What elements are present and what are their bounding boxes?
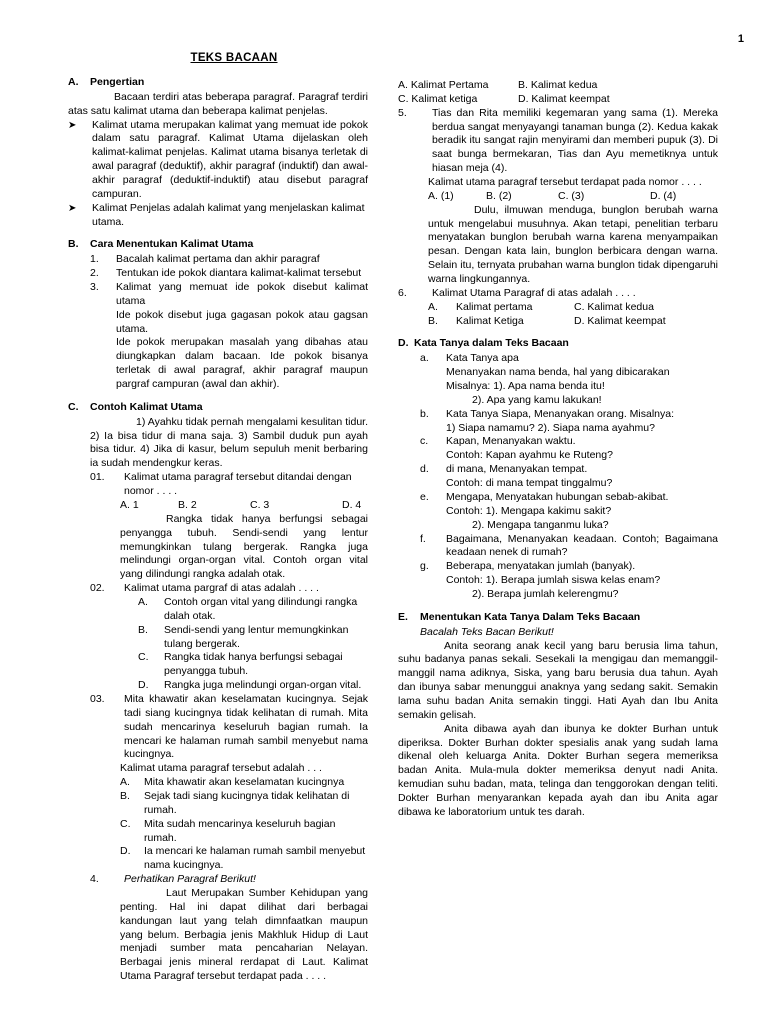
section-d-heading (398, 337, 718, 351)
item-sub: 2). Apa yang kamu lakukan! (472, 393, 602, 406)
section-d-item-d (420, 463, 718, 477)
option-text: Rangka juga melindungi organ-organ vital. (164, 679, 362, 692)
question-02-option[interactable] (138, 596, 368, 624)
section-d-item-g-sub (420, 588, 718, 602)
section-b-label: B. (68, 238, 79, 251)
section-c-passage-2: Rangka tidak hanya berfungsi sebagai penyangga tubuh. Sendi-sendi yang lentur memungkinkan tulang bergerak. Rangka juga melindungi organ-organ vital. Contoh organ vital yang dilindungi rangka adalah otak. (120, 512, 368, 581)
question-05-stem: Kalimat utama paragraf tersebut terdapat pada nomor . . . . (428, 176, 702, 189)
item-sub: 2). Mengapa tanganmu luka? (472, 518, 609, 531)
section-d-title: Kata Tanya dalam Teks Bacaan (414, 337, 569, 350)
option-a[interactable]: A. Kalimat Pertama (398, 79, 489, 91)
question-05-marker: 5. (398, 106, 407, 119)
question-06 (398, 287, 718, 301)
spacer (420, 519, 446, 533)
option-text: Ia mencari ke halaman rumah sambil menyebut nama kucingnya. (144, 845, 366, 872)
section-c-passage-1: 1) Ayahku tidak pernah mengalami kesulitan tidur. 2) Ia bisa tidur di mana saja. 3) Sambil duduk pun ayah bisa tidur. 4) Jika di kasur, belum sepuluh menit berbaring ia sudah mendengkur keras. (90, 415, 368, 470)
section-a-label: A. (68, 76, 79, 88)
right-column (372, 67, 724, 820)
option-marker: A. (138, 595, 148, 608)
item-marker: a. (420, 352, 429, 365)
section-e-paragraph-2: Anita dibawa ayah dan ibunya ke dokter Burhan untuk diperiksa. Dokter Burhan dokter spesialis anak yang sudah lama dikenal oleh keluarga Anita. Dokter Burhan segera memeriksa badan Anita. Mula-mula dokter memeriksa denyut nadi Anita. kemudian suhu badan, mata, telinga dan tenggorokan dengan teliti. Dokter Burhan menyarankan kepada ayah dan ibu Anita agar dibawa ke laboratorium untuk tes darah. (398, 722, 718, 818)
question-03-stem: Kalimat utama paragraf tersebut adalah . . . (120, 762, 322, 775)
section-d-item-a (420, 352, 718, 366)
section-e-instruction: Bacalah Teks Bacan Berikut! (420, 625, 554, 638)
section-e-title: Menentukan Kata Tanya Dalam Teks Bacaan (420, 610, 641, 623)
question-04-options-row-2 (398, 93, 718, 107)
option-marker: A. (428, 300, 438, 313)
spacer (420, 588, 446, 602)
section-c-heading (68, 401, 368, 415)
section-a-bullet-1 (68, 119, 368, 202)
item-marker: d. (420, 463, 429, 476)
question-01-stem: Kalimat utama paragraf tersebut ditandai dengan nomor . . . . (124, 471, 352, 498)
item-text: Tentukan ide pokok diantara kalimat-kalimat tersebut (116, 267, 362, 280)
item-line: Contoh: Kapan ayahmu ke Ruteng? (446, 449, 613, 462)
item-marker: 3. (90, 281, 99, 294)
section-a-heading (68, 76, 368, 90)
spacer (90, 309, 116, 337)
arrow-bullet-icon: ➤ (68, 202, 77, 214)
option-a[interactable]: Kalimat pertama (456, 300, 533, 313)
section-b-item (90, 253, 368, 267)
section-d-item-a-sub (420, 394, 718, 408)
item-title: Bagaimana, Menanyakan keadaan. Contoh; Bagaimana keadaan nenek di rumah? (446, 532, 718, 559)
question-02-option[interactable] (138, 624, 368, 652)
question-06-options-row-2 (428, 315, 718, 329)
section-a-intro: Bacaan terdiri atas beberapa paragraf. Paragraf terdiri atas satu kalimat utama dan beberapa kalimat penjelas. (68, 90, 368, 117)
item-title: Beberapa, menyatakan jumlah (banyak). (446, 560, 636, 573)
question-03-option[interactable] (120, 776, 368, 790)
option-b[interactable]: B. 2 (178, 498, 197, 511)
section-b-heading (68, 238, 368, 252)
option-d[interactable]: D. Kalimat keempat (518, 92, 610, 105)
item-line: Contoh: 1). Mengapa kakimu sakit? (446, 504, 612, 517)
item-title: Mengapa, Menyatakan hubungan sebab-akibat. (446, 490, 669, 503)
question-04-marker: 4. (90, 873, 99, 886)
item-marker: 1. (90, 253, 99, 266)
item-line: Contoh: di mana tempat tinggalmu? (446, 477, 613, 490)
document-title: TEKS BACAAN (190, 52, 278, 64)
section-d-item-e-line (420, 505, 718, 519)
section-b-note-2: Ide pokok merupakan masalah yang dibahas atau diungkapkan dalam bacaan. Ide pokok bisanya terletak di awal paragraf, akhir paragraf maupun pargraf campuran (awal dan akhir). (116, 336, 368, 391)
section-d-item-e (420, 491, 718, 505)
item-marker: e. (420, 490, 429, 503)
option-c[interactable]: C. 3 (250, 498, 270, 511)
question-02-marker: 02. (90, 582, 105, 595)
question-04-options-row-1 (398, 79, 718, 93)
item-marker: f. (420, 532, 426, 545)
item-title: Kata Tanya apa (446, 352, 519, 365)
spacer (420, 574, 446, 588)
option-marker: B. (120, 789, 130, 802)
section-b-note-1: Ide pokok disebut juga gagasan pokok atau gagsan utama. (116, 308, 368, 335)
question-04 (90, 873, 368, 887)
option-marker: D. (138, 679, 149, 692)
option-text: Sendi-sendi yang lentur memungkinkan tulang bergerak. (164, 623, 349, 650)
item-line: Misalnya: 1). Apa nama benda itu! (446, 380, 605, 393)
option-b[interactable]: B. (2) (486, 189, 512, 202)
option-marker: A. (120, 776, 130, 789)
spacer (420, 380, 446, 394)
spacer (420, 394, 446, 408)
section-d-item-c-line (420, 449, 718, 463)
option-marker: D. (120, 845, 131, 858)
section-c-title: Contoh Kalimat Utama (90, 400, 203, 413)
option-text: Sejak tadi siang kucingnya tidak kelihatan di rumah. (144, 789, 350, 816)
option-text: Mita sudah mencarinya keseluruh bagian rumah. (144, 817, 336, 844)
question-06-stem: Kalimat Utama Paragraf di atas adalah . . . . (432, 286, 636, 299)
question-01 (90, 471, 368, 499)
section-b-title: Cara Menentukan Kalimat Utama (90, 238, 254, 251)
question-03-option[interactable] (120, 790, 368, 818)
section-d-label: D. (398, 337, 409, 350)
spacer (420, 477, 446, 491)
question-02-option[interactable] (138, 651, 368, 679)
section-e-paragraph-1: Anita seorang anak kecil yang baru berusia lima tahun, suhu badanya panas sekali. Sesekali Ia mengigau dan memanggil-manggil nama adiknya, Siska, yang baru berusia dua tahun. Ayah dan ibunya sabar menunggui anaknya yang sedang sakit. Semakin lama suhu badan Anita semakin tinggi. Hati Ayah dan Ibu Anita semakin gelisah. (398, 639, 718, 721)
section-b-item (90, 267, 368, 281)
section-d-item-a-line (420, 380, 718, 394)
question-03-option[interactable] (120, 845, 368, 873)
item-title: Kata Tanya Siapa, Menanyakan orang. Misalnya: (446, 407, 675, 420)
question-05-options (428, 190, 718, 204)
option-b[interactable]: Kalimat Ketiga (456, 314, 524, 327)
question-06-passage: Dulu, ilmuwan menduga, bunglon berubah warna untuk mengelabui musuhnya. Akan tetapi, penelitian terbaru menyatakan bunglon berubah warna karena menyampaikan pesan. Dengan kata lain, bunglon berbicara dengan warna. Selain itu, ternyata prubahan warna bunglon tidak dipengaruhi warna lingkungannya. (428, 203, 718, 286)
option-d[interactable]: D. Kalimat keempat (574, 314, 666, 327)
question-03 (90, 693, 368, 762)
section-d-item-a-line (420, 366, 718, 380)
option-marker: C. (120, 817, 131, 830)
question-05 (398, 107, 718, 176)
option-d[interactable]: D. 4 (342, 498, 362, 511)
item-title: di mana, Menanyakan tempat. (446, 463, 588, 476)
page-number: 1 (737, 33, 744, 45)
section-b-note (90, 336, 368, 391)
section-d-item-g (420, 560, 718, 574)
option-text: Contoh organ vital yang dilindungi rangka dalah otak. (164, 595, 358, 622)
section-d-item-b-line (420, 422, 718, 436)
question-03-option[interactable] (120, 818, 368, 846)
section-a-bullet-2-text: Kalimat Penjelas adalah kalimat yang menjelaskan kalimat utama. (92, 201, 365, 228)
option-d[interactable]: D. (4) (650, 189, 677, 202)
spacer (420, 449, 446, 463)
spacer (420, 366, 446, 380)
section-e-label: E. (398, 610, 408, 623)
question-04-passage: Laut Merupakan Sumber Kehidupan yang penting. Hal ini dapat dilihat dari berbagai kandungan laut yang telah dimnfaatkan maupun yang belum. Berbagia jenis Makhluk Hidup di Laut menjadi sumber mata pencaharian Nelayan. Berbagai jenis mineral rerdapat di Laut. Kalimat Utama Paragraf tersebut terdapat pada . . . . (120, 886, 368, 983)
section-a-title: Pengertian (90, 76, 145, 88)
question-04-instruction: Perhatikan Paragraf Berikut! (124, 873, 256, 886)
item-marker: 2. (90, 267, 99, 280)
option-c[interactable]: C. (3) (558, 189, 585, 202)
item-marker: b. (420, 407, 429, 420)
option-a[interactable]: A. (1) (428, 189, 454, 202)
spacer (420, 422, 446, 436)
two-column-body (20, 67, 748, 984)
item-text: Bacalah kalimat pertama dan akhir paragraf (116, 253, 320, 266)
item-sub: 2). Berapa jumlah kelerengmu? (472, 587, 619, 600)
option-c[interactable]: C. Kalimat kedua (574, 300, 654, 313)
item-text: Kalimat yang memuat ide pokok disebut kalimat utama (116, 281, 368, 307)
section-d-item-b (420, 408, 718, 422)
option-text: Mita khawatir akan keselamatan kucingnya (144, 776, 345, 789)
question-05-passage: Tias dan Rita memiliki kegemaran yang sama (1). Mereka berdua sangat menyayangi tanaman bunga (2). Kedua kakak beradik itu sangat rajin menyirami dan memberi pupuk (3). Di saat bunga bermekaran, Tias dan Ayu memetiknya untuk hiasan meja (4). (432, 106, 718, 175)
option-text: Rangka tidak hanya berfungsi sebagai penyangga tubuh. (164, 651, 343, 678)
item-line: Menanyakan nama benda, hal yang dibicarakan (446, 366, 670, 379)
option-marker: C. (138, 651, 149, 664)
left-column (20, 67, 372, 984)
section-a-bullet-2 (68, 202, 368, 230)
item-title: Kapan, Menanyakan waktu. (446, 435, 576, 448)
item-marker: g. (420, 560, 429, 573)
option-marker: B. (428, 314, 438, 327)
spacer (90, 336, 116, 391)
item-line: 1) Siapa namamu? 2). Siapa nama ayahmu? (446, 421, 655, 434)
option-marker: B. (138, 623, 148, 636)
section-d-item-c (420, 435, 718, 449)
question-06-options-row-1 (428, 301, 718, 315)
section-d-item-g-line (420, 574, 718, 588)
item-marker: c. (420, 435, 429, 448)
section-d-item-d-line (420, 477, 718, 491)
section-a-bullet-1-text: Kalimat utama merupakan kalimat yang memuat ide pokok dalam satu paragraf. Kalimat Utama dijelaskan oleh kalimat-kalimat penjelas. Kalimat utama bisanya terletak di awal paragraf (deduktif), akhir paragraf (induktif) dan awal-akhir paragraf (deduktif-induktif) atau disebut paragraf campuran. (92, 118, 368, 200)
section-d-item-e-sub (420, 519, 718, 533)
question-02 (90, 582, 368, 596)
section-b-note (90, 309, 368, 337)
question-03-marker: 03. (90, 692, 105, 705)
option-c[interactable]: C. Kalimat ketiga (398, 92, 478, 105)
question-01-marker: 01. (90, 471, 105, 484)
option-b[interactable]: B. Kalimat kedua (518, 79, 598, 91)
arrow-bullet-icon: ➤ (68, 119, 77, 131)
option-a[interactable]: A. 1 (120, 498, 139, 511)
question-06-marker: 6. (398, 286, 407, 299)
section-e-heading (398, 611, 718, 625)
section-b-item (90, 281, 368, 309)
spacer (420, 505, 446, 519)
question-02-option[interactable] (138, 679, 368, 693)
question-03-passage: Mita khawatir akan keselamatan kucingnya. Sejak tadi siang kucingnya tidak kelihatan di rumah. Mita sudah mencarinya keseluruh bagian rumah. Ia mencari ke halaman rumah sambil menyebut nama kucingnya. (124, 692, 368, 761)
question-01-options (120, 499, 368, 513)
section-c-label: C. (68, 400, 79, 413)
item-line: Contoh: 1). Berapa jumlah siswa kelas enam? (446, 574, 661, 587)
section-d-item-f (420, 533, 718, 561)
question-02-stem: Kalimat utama pargraf di atas adalah . . . . (124, 582, 319, 595)
